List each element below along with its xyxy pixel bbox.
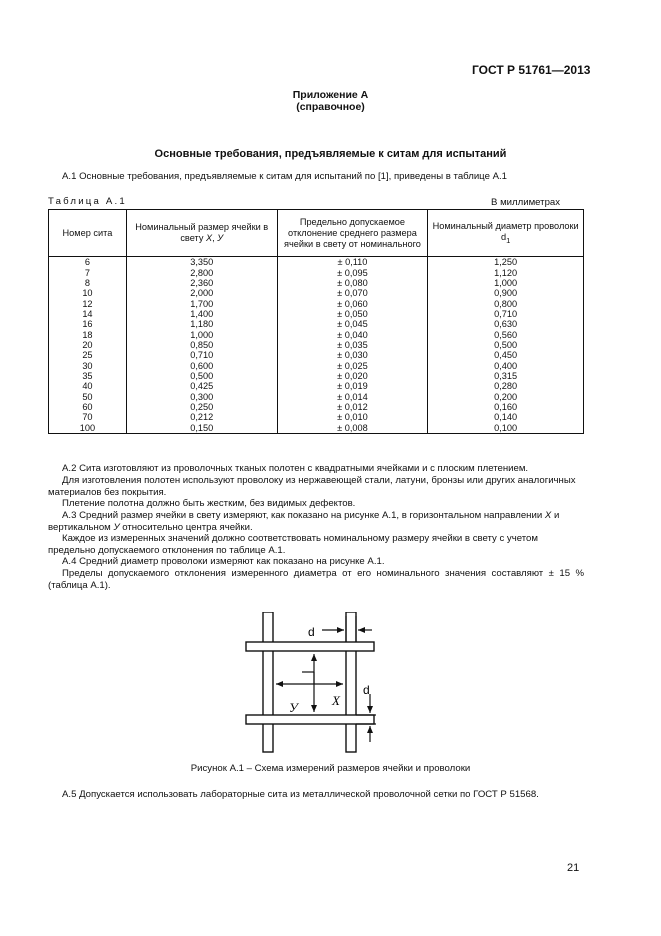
cell-wire-diameter: 0,710 [428, 309, 584, 319]
wire-horizontal-bottom [246, 715, 374, 724]
cell-sieve-number: 7 [49, 267, 127, 277]
table-row [49, 360, 584, 370]
wire-horizontal-top [246, 642, 374, 651]
table-row [49, 340, 584, 350]
cell-sieve-number: 60 [49, 402, 127, 412]
cell-tolerance: ± 0,080 [277, 278, 428, 288]
cell-wire-diameter: 1,120 [428, 267, 584, 277]
cell-mesh-size: 0,600 [126, 360, 277, 370]
cell-tolerance: ± 0,040 [277, 329, 428, 339]
cell-tolerance: ± 0,010 [277, 412, 428, 422]
cell-mesh-size: 2,000 [126, 288, 277, 298]
table-row [49, 257, 584, 268]
cell-tolerance: ± 0,045 [277, 319, 428, 329]
cell-wire-diameter: 0,630 [428, 319, 584, 329]
cell-mesh-size: 1,700 [126, 298, 277, 308]
cell-wire-diameter: 0,560 [428, 329, 584, 339]
cell-tolerance: ± 0,070 [277, 288, 428, 298]
paragraph-a2: А.2 Сита изготовляют из проволочных тканых полотен с квадратными ячейками и с плоским плетением. [62, 463, 529, 474]
cell-mesh-size: 0,850 [126, 340, 277, 350]
label-d-top: d [308, 625, 315, 639]
cell-wire-diameter: 0,100 [428, 423, 584, 434]
cell-mesh-size: 0,250 [126, 402, 277, 412]
paragraph-a4-limit: Пределы допускаемого отклонения измеренного диаметра от его номинального значения составляют ± 15 % (таблица А.1). [48, 568, 584, 591]
cell-sieve-number: 18 [49, 329, 127, 339]
table-row [49, 381, 584, 391]
cell-tolerance: ± 0,020 [277, 371, 428, 381]
cell-tolerance: ± 0,012 [277, 402, 428, 412]
cell-sieve-number: 6 [49, 257, 127, 268]
cell-sieve-number: 50 [49, 391, 127, 401]
cell-tolerance: ± 0,014 [277, 391, 428, 401]
cell-tolerance: ± 0,008 [277, 423, 428, 434]
label-d-right: d [363, 683, 370, 697]
table-row [49, 319, 584, 329]
cell-mesh-size: 1,000 [126, 329, 277, 339]
cell-mesh-size: 0,500 [126, 371, 277, 381]
cell-wire-diameter: 0,140 [428, 412, 584, 422]
figure-caption: Рисунок А.1 – Схема измерений размеров ячейки и проволоки [190, 763, 471, 774]
table-row [49, 267, 584, 277]
cell-wire-diameter: 0,500 [428, 340, 584, 350]
cell-wire-diameter: 0,400 [428, 360, 584, 370]
cell-wire-diameter: 0,200 [428, 391, 584, 401]
cell-mesh-size: 0,425 [126, 381, 277, 391]
table-row [49, 278, 584, 288]
cell-tolerance: ± 0,035 [277, 340, 428, 350]
mesh-measurement-figure [236, 612, 396, 762]
standard-number: ГОСТ Р 51761—2013 [472, 63, 591, 77]
sieve-table [48, 209, 584, 434]
paragraph-a2-rigid: Плетение полотна должно быть жестким, без видимых дефектов. [62, 498, 356, 509]
cell-sieve-number: 20 [49, 340, 127, 350]
cell-wire-diameter: 0,900 [428, 288, 584, 298]
table-units: В миллиметрах [491, 197, 561, 208]
intro-paragraph: А.1 Основные требования, предъявляемые к ситам для испытаний по [1], приведены в таблице А.1 [62, 171, 507, 182]
wire-vertical-right [346, 612, 356, 752]
cell-sieve-number: 40 [49, 381, 127, 391]
table-row [49, 329, 584, 339]
page-number: 21 [567, 862, 580, 874]
paragraph-a2-material: Для изготовления полотен используют проволоку из нержавеющей стали, латуни, бронзы или других аналогичных материалов без покрытия. [48, 475, 576, 498]
cell-tolerance: ± 0,019 [277, 381, 428, 391]
cell-mesh-size: 2,360 [126, 278, 277, 288]
cell-wire-diameter: 0,280 [428, 381, 584, 391]
paragraph-a3: А.3 Средний размер ячейки в свету измеряют, как показано на рисунке А.1, в горизонтальном направлении X и вертикальном У относительно центра ячейки. [48, 510, 560, 533]
cell-sieve-number: 70 [49, 412, 127, 422]
cell-mesh-size: 3,350 [126, 257, 277, 268]
cell-mesh-size: 0,710 [126, 350, 277, 360]
cell-tolerance: ± 0,025 [277, 360, 428, 370]
cell-tolerance: ± 0,050 [277, 309, 428, 319]
header-tolerance: Предельно допускаемое отклонение среднего размера ячейки в свету от номинального [277, 210, 428, 257]
cell-mesh-size: 0,300 [126, 391, 277, 401]
table-row [49, 402, 584, 412]
cell-wire-diameter: 1,250 [428, 257, 584, 268]
cell-sieve-number: 12 [49, 298, 127, 308]
paragraph-a4: А.4 Средний диаметр проволоки измеряют как показано на рисунке А.1. [62, 556, 385, 567]
label-y: У [289, 700, 298, 715]
cell-sieve-number: 30 [49, 360, 127, 370]
header-mesh-size: Номинальный размер ячейки в свету X, У [126, 210, 277, 257]
header-sieve-number: Номер сита [49, 210, 127, 257]
table-row [49, 423, 584, 434]
table-row [49, 391, 584, 401]
cell-sieve-number: 10 [49, 288, 127, 298]
table-row [49, 350, 584, 360]
cell-mesh-size: 1,400 [126, 309, 277, 319]
cell-wire-diameter: 1,000 [428, 278, 584, 288]
cell-wire-diameter: 0,315 [428, 371, 584, 381]
cell-tolerance: ± 0,110 [277, 257, 428, 268]
cell-wire-diameter: 0,160 [428, 402, 584, 412]
cell-sieve-number: 8 [49, 278, 127, 288]
table-header-row [49, 210, 584, 257]
cell-tolerance: ± 0,030 [277, 350, 428, 360]
table-caption: Таблица А.1 [48, 196, 127, 207]
cell-sieve-number: 16 [49, 319, 127, 329]
cell-tolerance: ± 0,060 [277, 298, 428, 308]
cell-mesh-size: 2,800 [126, 267, 277, 277]
label-x: X [332, 693, 340, 708]
table-row [49, 412, 584, 422]
cell-sieve-number: 25 [49, 350, 127, 360]
cell-mesh-size: 1,180 [126, 319, 277, 329]
table-row [49, 371, 584, 381]
cell-mesh-size: 0,212 [126, 412, 277, 422]
cell-sieve-number: 14 [49, 309, 127, 319]
header-wire-diameter: Номинальный диаметр проволоки $d_1$ [428, 210, 584, 257]
cell-sieve-number: 35 [49, 371, 127, 381]
cell-tolerance: ± 0,095 [277, 267, 428, 277]
paragraph-a5: А.5 Допускается использовать лабораторные сита из металлической проволочной сетки по ГОСТ Р 51568. [62, 789, 539, 800]
wire-vertical-left [263, 612, 273, 752]
table-row [49, 309, 584, 319]
cell-wire-diameter: 0,800 [428, 298, 584, 308]
table-row [49, 288, 584, 298]
appendix-title: Приложение А [292, 89, 369, 101]
section-title: Основные требования, предъявляемые к ситам для испытаний [154, 148, 507, 160]
cell-mesh-size: 0,150 [126, 423, 277, 434]
appendix-subtitle: (справочное) [296, 101, 365, 113]
cell-wire-diameter: 0,450 [428, 350, 584, 360]
paragraph-a3-each: Каждое из измеренных значений должно соответствовать номинальному размеру ячейки в свету с учетом предельно допускаемого отклонения по таблице А.1. [48, 533, 538, 556]
table-row [49, 298, 584, 308]
cell-sieve-number: 100 [49, 423, 127, 434]
